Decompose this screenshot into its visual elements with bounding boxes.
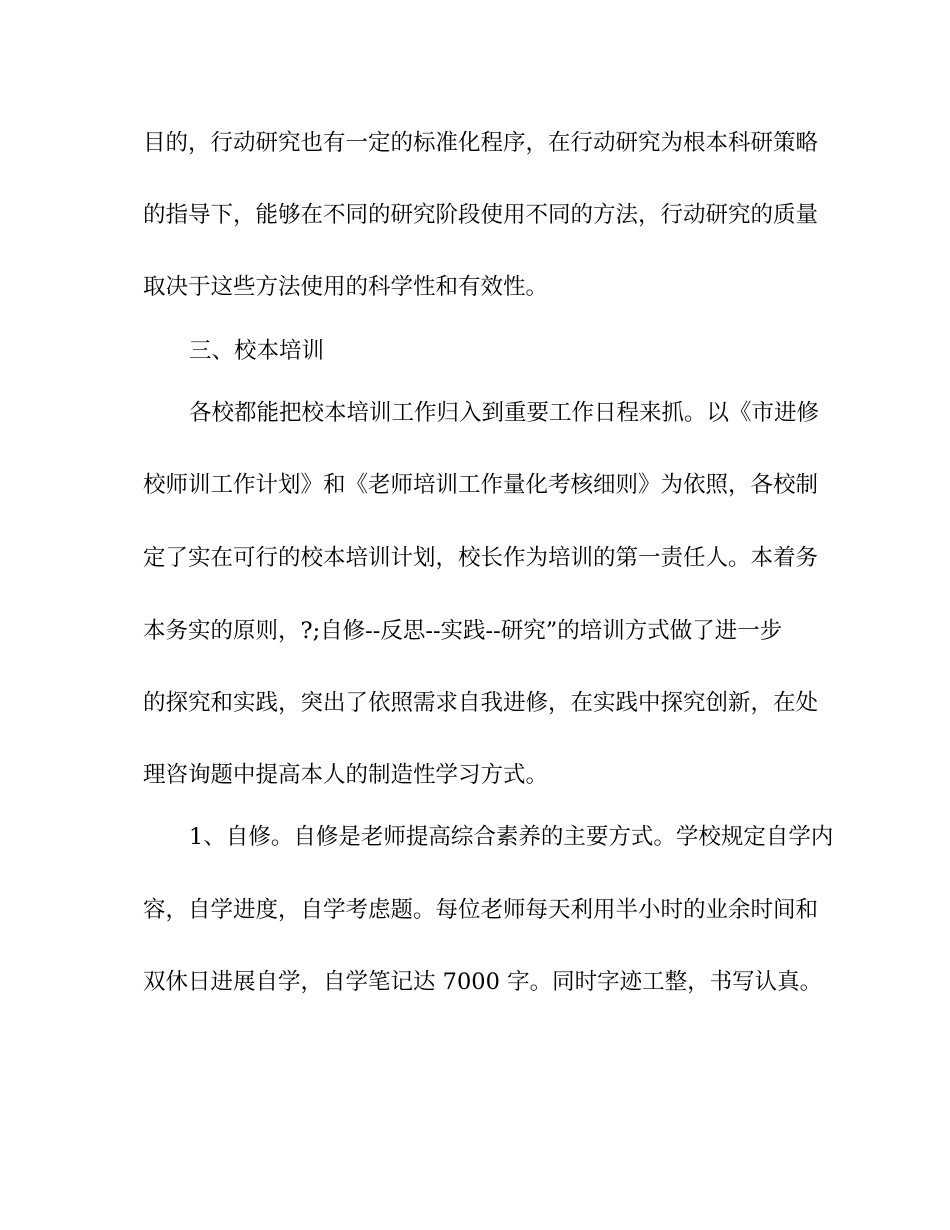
paragraph-line: 定了实在可行的校本培训计划，校长作为培训的第一责任人。本着务 <box>143 545 819 571</box>
paragraph-line: 的探究和实践，突出了依照需求自我进修，在实践中探究创新，在处 <box>143 690 819 716</box>
paragraph-line: 容，自学进度，自学考虑题。每位老师每天利用半小时的业余时间和 <box>143 897 819 923</box>
paragraph-line: 目的，行动研究也有一定的标准化程序，在行动研究为根本科研策略 <box>143 130 819 156</box>
paragraph-line: 1、自修。自修是老师提高综合素养的主要方式。学校规定自学内 <box>189 824 834 850</box>
paragraph-line: 各校都能把校本培训工作归入到重要工作日程来抓。以《市进修 <box>189 400 820 426</box>
paragraph-line: 取决于这些方法使用的科学性和有效性。 <box>143 274 549 300</box>
paragraph-line: 双休日进展自学，自学笔记达 7000 字。同时字迹工整，书写认真。 <box>143 969 823 995</box>
section-heading: 三、校本培训 <box>189 338 325 364</box>
paragraph-line: 理咨询题中提高本人的制造性学习方式。 <box>143 762 549 788</box>
paragraph-line: 本务实的原则，?;自修--反思--实践--研究”的培训方式做了进一步 <box>143 618 783 644</box>
paragraph-line: 校师训工作计划》和《老师培训工作量化考核细则》为依照，各校制 <box>143 472 819 498</box>
paragraph-line: 的指导下，能够在不同的研究阶段使用不同的方法，行动研究的质量 <box>143 202 819 228</box>
